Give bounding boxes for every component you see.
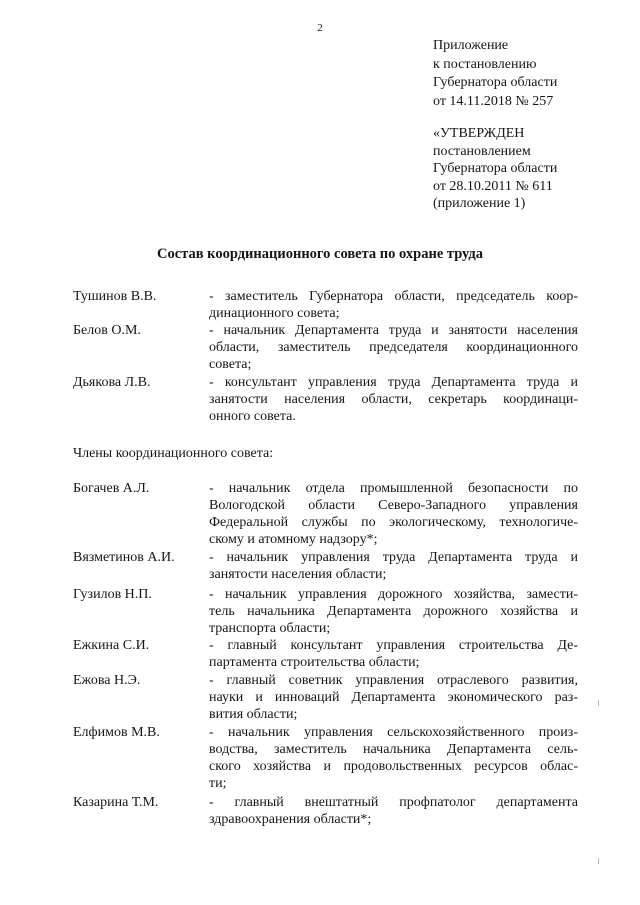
position-line: области, заместитель председателя координационного <box>209 340 578 355</box>
approved-line: Губернатора области <box>433 161 558 176</box>
position-line: - заместитель Губернатора области, председатель коор- <box>209 289 578 304</box>
member-position <box>209 322 578 373</box>
position-line: Вологодской области Северо-Западного управления <box>209 498 578 513</box>
member-name: Елфимов М.В. <box>73 725 160 740</box>
member-position <box>209 794 578 828</box>
position-line: ти; <box>209 776 227 791</box>
member-position <box>209 480 578 548</box>
member-position <box>209 549 578 583</box>
member-position <box>209 586 578 637</box>
approved-line: «УТВЕРЖДЕН <box>433 126 525 141</box>
member-name: Гузилов Н.П. <box>73 587 152 602</box>
appendix-line: Губернатора области <box>433 75 558 90</box>
member-position <box>209 724 578 792</box>
page-number: 2 <box>317 22 323 34</box>
position-line: - главный внештатный профпатолог департамента <box>209 795 578 810</box>
position-line: - главный консультант управления строительства Де- <box>209 638 578 653</box>
position-line: совета; <box>209 357 252 372</box>
position-line: динационного совета; <box>209 306 340 321</box>
member-name: Дьякова Л.В. <box>73 375 151 390</box>
member-name: Тушинов В.В. <box>73 289 157 304</box>
position-line: партамента строительства области; <box>209 655 420 670</box>
approved-block <box>433 125 557 213</box>
approved-line: постановлением <box>433 143 531 159</box>
member-name: Ежова Н.Э. <box>73 673 141 688</box>
position-line: - начальник Департамента труда и занятости населения <box>209 323 578 338</box>
appendix-line: от 14.11.2018 № 257 <box>433 93 554 109</box>
position-line: - главный советник управления отраслевого развития, <box>209 673 578 688</box>
member-position <box>209 672 578 723</box>
position-line: транспорта области; <box>209 621 331 636</box>
position-line: - начальник управления дорожного хозяйства, замести- <box>209 587 578 602</box>
member-name: Ежкина С.И. <box>73 638 150 653</box>
member-name: Богачев А.Л. <box>73 481 150 496</box>
member-position <box>209 288 578 322</box>
position-line: водства, заместитель начальника Департамента сель- <box>209 742 578 757</box>
member-name: Казарина Т.М. <box>73 795 159 810</box>
position-line: - начальник отдела промышленной безопасности по <box>209 481 578 496</box>
position-line: - консультант управления труда Департамента труда и <box>209 375 578 390</box>
scan-mark <box>598 858 599 864</box>
member-position <box>209 374 578 425</box>
position-line: вития области; <box>209 707 298 722</box>
appendix-block <box>433 37 557 111</box>
appendix-line: к постановлению <box>433 56 537 72</box>
position-line: занятости населения области, секретарь координаци- <box>209 392 578 407</box>
position-line: Федеральной службы по экологическому, технологиче- <box>209 515 578 530</box>
approved-line: (приложение 1) <box>433 196 526 211</box>
position-line: науки и инноваций Департамента экономического раз- <box>209 690 578 705</box>
appendix-line: Приложение <box>433 38 509 53</box>
document-title: Состав координационного совета по охране труда <box>157 246 483 262</box>
scan-mark <box>598 700 599 706</box>
members-heading: Члены координационного совета: <box>73 446 274 461</box>
approved-line: от 28.10.2011 № 611 <box>433 178 553 194</box>
position-line: тель начальника Департамента дорожного хозяйства и <box>209 604 578 619</box>
member-name: Белов О.М. <box>73 323 141 338</box>
position-line: онного совета. <box>209 409 296 424</box>
member-name: Вязметинов А.И. <box>73 550 175 565</box>
position-line: - начальник управления труда Департамента труда и <box>209 550 578 565</box>
position-line: занятости населения области; <box>209 567 387 582</box>
position-line: ского хозяйства и продовольственных ресурсов облас- <box>209 759 578 774</box>
member-position <box>209 637 578 671</box>
position-line: здравоохранения области*; <box>209 812 372 827</box>
position-line: - начальник управления сельскохозяйственного произ- <box>209 725 578 740</box>
position-line: скому и атомному надзору*; <box>209 532 378 547</box>
